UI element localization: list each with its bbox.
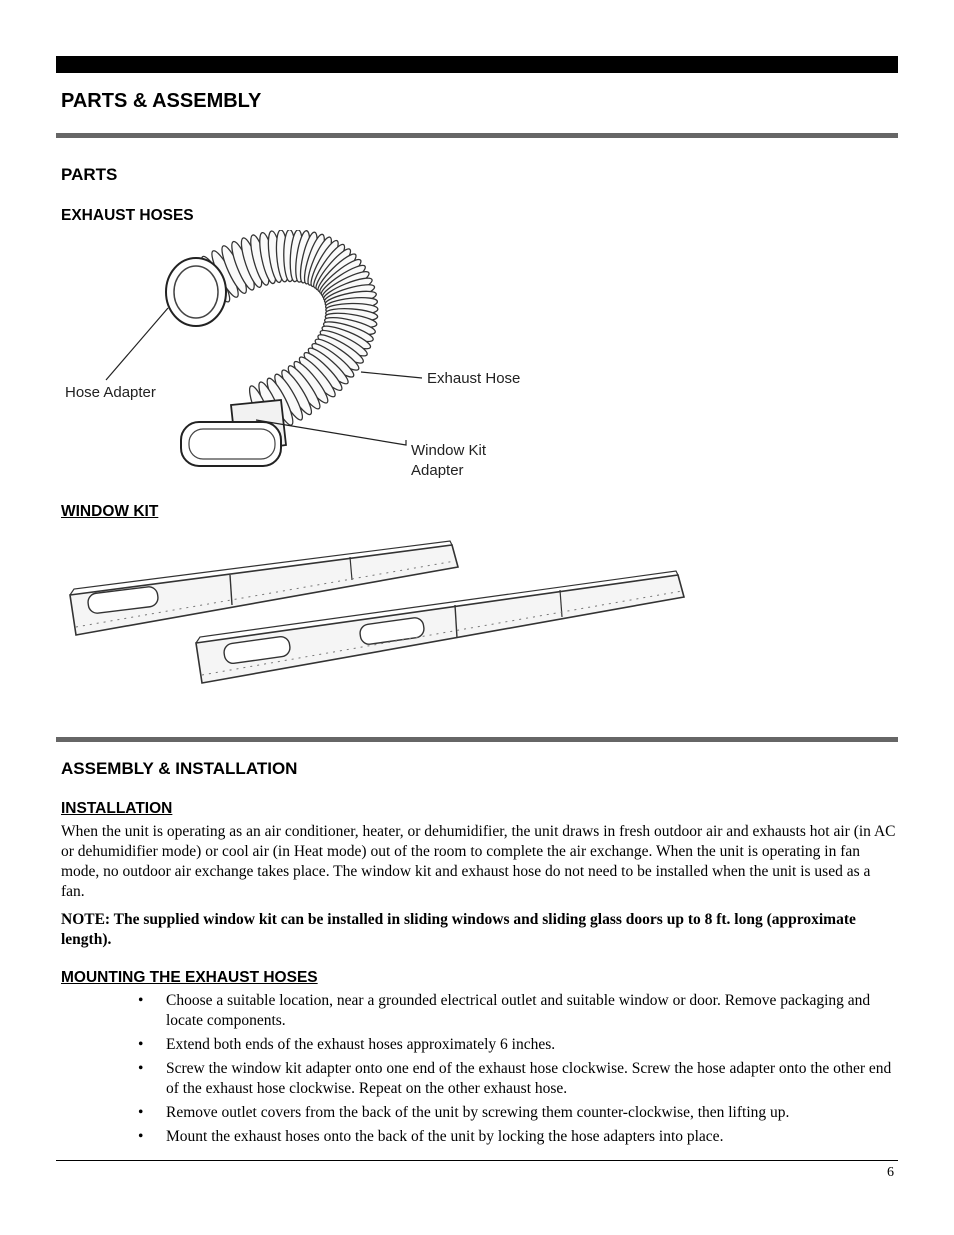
list-item: • Remove outlet covers from the back of the unit by screwing them counter-clockwise, then lifting up. bbox=[138, 1104, 790, 1121]
exhaust-hose-illustration bbox=[56, 230, 576, 490]
installation-note: NOTE: The supplied window kit can be installed in sliding windows and sliding glass doors up to 8 ft. long (approximate length). bbox=[61, 911, 856, 948]
assembly-heading: ASSEMBLY & INSTALLATION bbox=[61, 759, 298, 778]
page-title: PARTS & ASSEMBLY bbox=[61, 90, 262, 112]
window-kit-illustration bbox=[60, 535, 700, 695]
exhaust-hoses-heading: EXHAUST HOSES bbox=[61, 207, 194, 224]
hose-adapter-label: Hose Adapter bbox=[65, 384, 156, 401]
installation-heading: INSTALLATION bbox=[61, 800, 173, 817]
mounting-heading: MOUNTING THE EXHAUST HOSES bbox=[61, 969, 318, 986]
window-kit-adapter-part bbox=[181, 400, 286, 466]
list-item: • Screw the window kit adapter onto one end of the exhaust hose clockwise. Screw the hose adapter onto the other end of the exhaust hose clockwise. Repeat on the other exhaust hose. bbox=[138, 1060, 892, 1097]
section-rule bbox=[56, 133, 898, 138]
section-rule-2 bbox=[56, 737, 898, 742]
list-item: • Mount the exhaust hoses onto the back of the unit by locking the hose adapters into place. bbox=[138, 1128, 724, 1145]
parts-heading: PARTS bbox=[61, 165, 118, 184]
hose-body bbox=[187, 230, 378, 436]
mounting-steps-list bbox=[136, 991, 896, 1151]
window-kit-heading: WINDOW KIT bbox=[61, 503, 159, 520]
top-black-bar bbox=[56, 56, 898, 73]
exhaust-hose-label: Exhaust Hose bbox=[427, 370, 521, 387]
installation-paragraph: When the unit is operating as an air conditioner, heater, or dehumidifier, the unit draws in fresh outdoor air and exhausts hot air (in AC or dehumidifier mode) or cool air (in Heat mode) out of the room to complete the air exchange. When the unit is operating in fan mode, no outdoor air exchange takes place. The window kit and exhaust hose do not need to be installed when the unit is used as a fan. bbox=[61, 823, 896, 900]
list-item: • Extend both ends of the exhaust hoses approximately 6 inches. bbox=[138, 1036, 556, 1053]
list-item: • Choose a suitable location, near a grounded electrical outlet and suitable window or door. Remove packaging and locate components. bbox=[138, 992, 871, 1029]
footer-rule bbox=[56, 1160, 898, 1161]
window-kit-adapter-label-line2: Adapter bbox=[411, 462, 464, 479]
page-number: 6 bbox=[887, 1165, 894, 1180]
window-kit-adapter-label-line1: Window Kit bbox=[411, 442, 487, 459]
